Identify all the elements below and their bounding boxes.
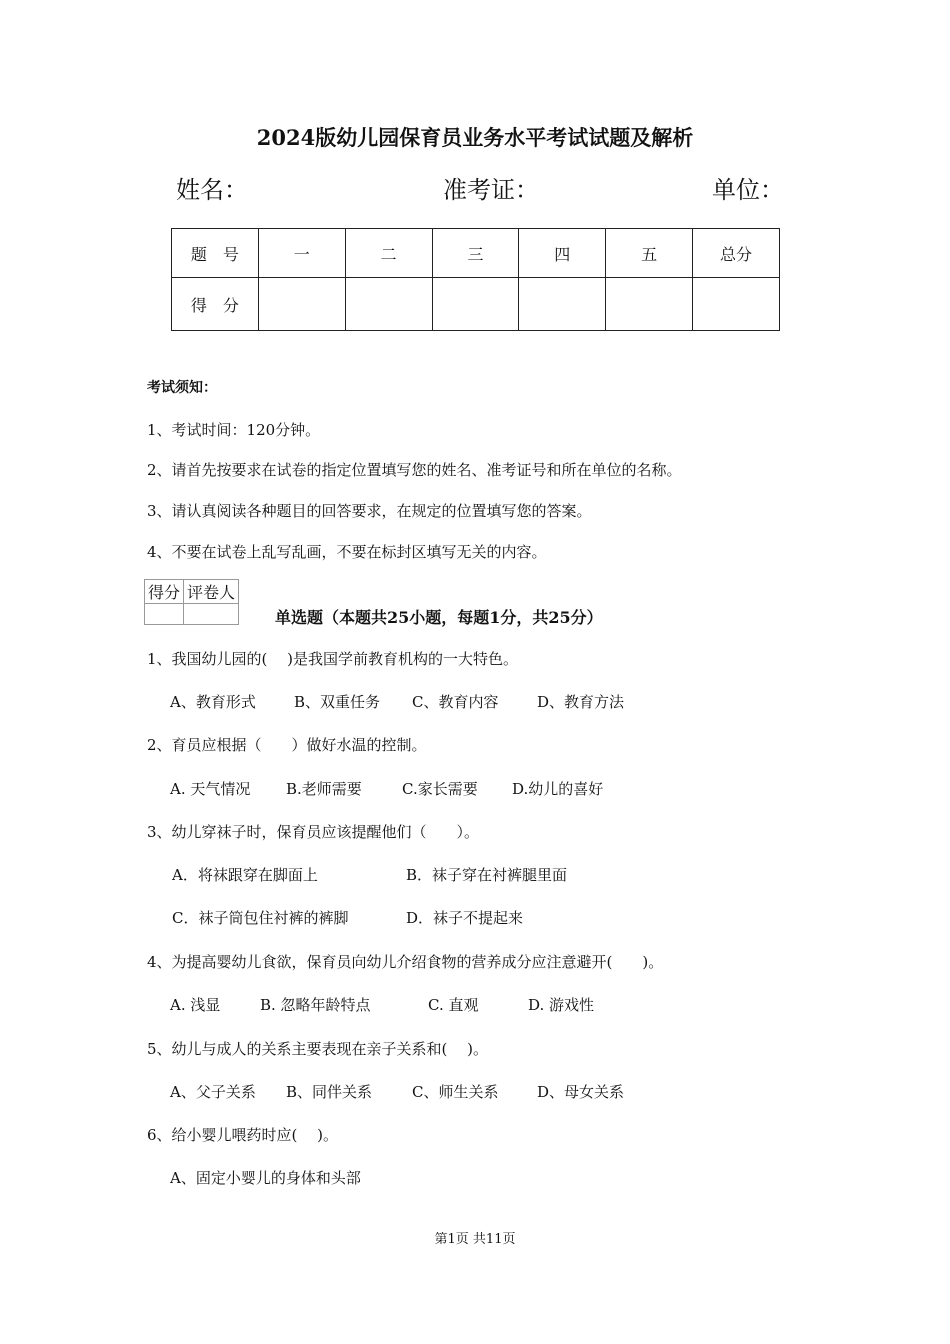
question-option: D、母女关系 [537, 1083, 625, 1101]
notice-item: 3、请认真阅读各种题目的回答要求，在规定的位置填写您的答案。 [147, 502, 592, 520]
question-option: A、教育形式 [170, 693, 256, 711]
question-option: A. 天气情况 [170, 780, 251, 798]
question-option: D、教育方法 [537, 693, 625, 711]
question-option: C. 直观 [428, 996, 479, 1014]
score-table-row-label: 得 分 [172, 278, 259, 331]
document-title: 2024版幼儿园保育员业务水平考试试题及解析 [256, 125, 694, 150]
question-text: 4、为提高婴幼儿食欲，保育员向幼儿介绍食物的营养成分应注意避开( )。 [147, 953, 664, 971]
question-option: D．袜子不提起来 [406, 909, 524, 927]
name-field-label: 姓名： [176, 176, 248, 204]
score-table-header-cell: 题 号 [172, 229, 259, 278]
score-table-header-cell: 总分 [693, 229, 780, 278]
score-cell[interactable] [606, 278, 693, 331]
score-table [171, 228, 780, 331]
question-option: B.老师需要 [286, 780, 362, 798]
notice-item: 2、请首先按要求在试卷的指定位置填写您的姓名、准考证号和所在单位的名称。 [147, 461, 682, 479]
question-option: A、固定小婴儿的身体和头部 [170, 1169, 361, 1187]
question-option: A．将袜跟穿在脚面上 [172, 866, 318, 884]
score-table-header-row [172, 229, 780, 278]
question-text: 5、幼儿与成人的关系主要表现在亲子关系和( )。 [147, 1040, 489, 1058]
unit-field-label: 单位： [712, 176, 784, 204]
exam-id-field-label: 准考证： [443, 176, 539, 204]
section-title: 单选题（本题共25小题，每题1分，共25分） [275, 608, 603, 627]
grader-reviewer-cell[interactable] [184, 604, 239, 625]
question-option: A. 浅显 [170, 996, 221, 1014]
score-cell[interactable] [258, 278, 345, 331]
question-option: C、教育内容 [412, 693, 499, 711]
question-text: 6、给小婴儿喂药时应( )。 [147, 1126, 339, 1144]
score-table-header-cell: 四 [519, 229, 606, 278]
score-cell[interactable] [519, 278, 606, 331]
grader-score-cell[interactable] [145, 604, 184, 625]
score-table-score-row [172, 278, 780, 331]
score-table-header-cell: 五 [606, 229, 693, 278]
question-option: B．袜子穿在衬裤腿里面 [406, 866, 568, 884]
score-table-header-cell: 二 [345, 229, 432, 278]
grader-input-row [145, 604, 239, 625]
question-text: 2、育员应根据（ ）做好水温的控制。 [147, 736, 427, 754]
grader-box [144, 579, 239, 625]
question-text: 3、幼儿穿袜子时，保育员应该提醒他们（ ）。 [147, 823, 480, 841]
score-cell[interactable] [432, 278, 519, 331]
question-option: A、父子关系 [170, 1083, 256, 1101]
notice-item: 1、考试时间：120分钟。 [147, 421, 321, 439]
question-option: B、双重任务 [294, 693, 381, 711]
grader-reviewer-label: 评卷人 [184, 580, 239, 604]
question-option: D.幼儿的喜好 [512, 780, 604, 798]
question-option: B. 忽略年龄特点 [260, 996, 371, 1014]
score-cell[interactable] [693, 278, 780, 331]
question-option: C、师生关系 [412, 1083, 499, 1101]
notice-item: 4、不要在试卷上乱写乱画，不要在标封区填写无关的内容。 [147, 543, 547, 561]
question-option: C．袜子筒包住衬裤的裤脚 [172, 909, 349, 927]
page-footer: 第1页 共11页 [434, 1232, 516, 1247]
grader-header-row [145, 580, 239, 604]
score-table-header-cell: 一 [258, 229, 345, 278]
question-text: 1、我国幼儿园的( )是我国学前教育机构的一大特色。 [147, 650, 519, 668]
score-table-header-cell: 三 [432, 229, 519, 278]
question-option: C.家长需要 [402, 780, 478, 798]
score-cell[interactable] [345, 278, 432, 331]
notice-heading: 考试须知： [147, 380, 217, 396]
question-option: B、同伴关系 [286, 1083, 373, 1101]
question-option: D. 游戏性 [528, 996, 595, 1014]
grader-score-label: 得分 [145, 580, 184, 604]
